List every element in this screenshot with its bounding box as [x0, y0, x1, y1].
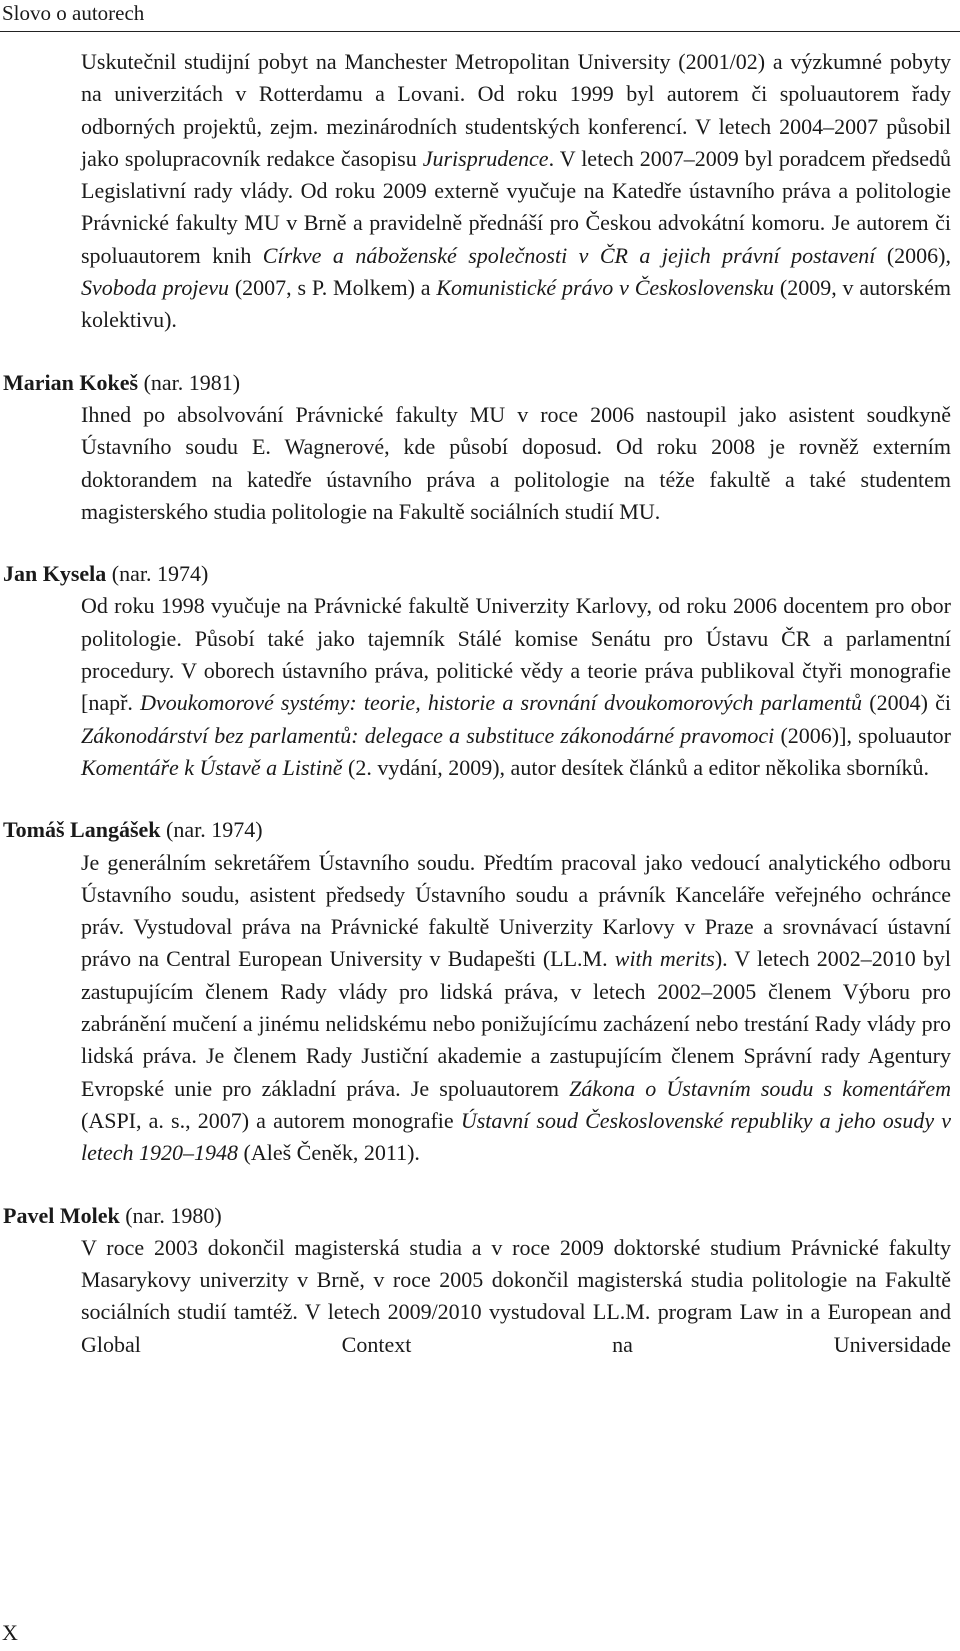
author-birth: (nar. 1980) [119, 1202, 222, 1228]
author-birth: (nar. 1974) [160, 817, 263, 843]
author-heading-molek [3, 1200, 960, 1232]
author-bio-molek: V roce 2003 dokončil magisterská studia a v roce 2009 doktorské studium Právnické fakulty Masarykovy univerzity v Brně, v roce 2005 dokončil magisterská studia politologie na Fakultě sociálních studií tamtéž. V letech 2009/2010 vystudoval LL.M. program Law in a European and Global Context na Universidade [81, 1234, 951, 1357]
author-bio-kokes: Ihned po absolvování Právnické fakulty MU v roce 2006 nastoupil jako asistent soudkyně Ústavního soudu E. Wagnerové, kde působí doposud. Od roku 2008 je rovněž externím doktorandem na katedře ústavního práva a politologie na téže fakultě a také studentem magisterského studia politologie na Fakultě sociálních studií MU. [81, 401, 951, 524]
author-heading-langasek [3, 814, 960, 846]
page-body [0, 46, 960, 1361]
running-head: Slovo o autorech [2, 1, 145, 25]
author-heading-kokes [3, 367, 960, 399]
page-number: X [2, 1620, 18, 1645]
author-name: Tomáš Langášek [3, 817, 161, 843]
author-name: Pavel Molek [3, 1202, 120, 1228]
author-heading-kysela [3, 558, 960, 590]
header-rule [0, 31, 960, 32]
author-name: Jan Kysela [3, 561, 107, 587]
author-birth: (nar. 1974) [106, 561, 209, 587]
author-name: Marian Kokeš [3, 369, 139, 395]
author-bio-kysela: Od roku 1998 vyučuje na Právnické fakultě Univerzity Karlovy, od roku 2006 docentem pro obor politologie. Působí také jako tajemník Stálé komise Senátu pro Ústavu ČR a parlamentní procedury. V oborech ústavního práva, politické vědy a teorie práva publikoval čtyři monografie [např. Dvoukomorové systémy: teorie, historie a srovnání dvoukomorových parlamentů (2004) či Zákonodárství bez parlamentů: delegace a substituce zákonodárné pravomoci (2006)], spoluautor Komentáře k Ústavě a Listině (2. vydání, 2009), autor desítek článků a editor několika sborníků. [81, 593, 952, 780]
author-birth: (nar. 1981) [138, 369, 241, 395]
intro-paragraph: Uskutečnil studijní pobyt na Manchester Metropolitan University (2001/02) a výzkumné pobyty na univerzitách v Rotterdamu a Lovani. Od roku 1999 byl autorem či spoluautorem řady odborných projektů, zejm. mezinárodních studentských konferencí. V letech 2004–2007 působil jako spolupracovník redakce časopisu Jurisprudence. V letech 2007–2009 byl poradcem předsedů Legislativní rady vlády. Od roku 2009 externě vyučuje na Katedře ústavního práva a politologie Právnické fakulty MU v Brně a pravidelně přednáší pro Českou advokátní komoru. Je autorem či spoluautorem knih Církve a náboženské společnosti v ČR a jejich právní postavení (2006), Svoboda projevu (2007, s P. Molkem) a Komunistické právo v Československu (2009, v autorském kolektivu). [81, 49, 952, 333]
author-bio-langasek: Je generálním sekretářem Ústavního soudu. Předtím pracoval jako vedoucí analytického odboru Ústavního soudu, asistent předsedy Ústavního soudu a právník Kanceláře veřejného ochránce práv. Vystudoval práva na Právnické fakultě Univerzity Karlovy v Praze a srovnávací ústavní právo na Central European University v Budapešti (LL.M. with merits). V letech 2002–2010 byl zastupujícím členem Rady vlády pro lidská práva, v letech 2002–2005 členem Výboru pro zabránění mučení a jinému nelidskému nebo ponižujícímu zacházení nebo trestání Rady vlády pro lidská práva. Je členem Rady Justiční akademie a zastupujícím členem Správní rady Agentury Evropské unie pro základní práva. Je spoluautorem Zákona o Ústavním soudu s komentářem (ASPI, a. s., 2007) a autorem monografie Ústavní soud Československé republiky a jeho osudy v letech 1920–1948 (Aleš Čeněk, 2011). [81, 849, 951, 1166]
